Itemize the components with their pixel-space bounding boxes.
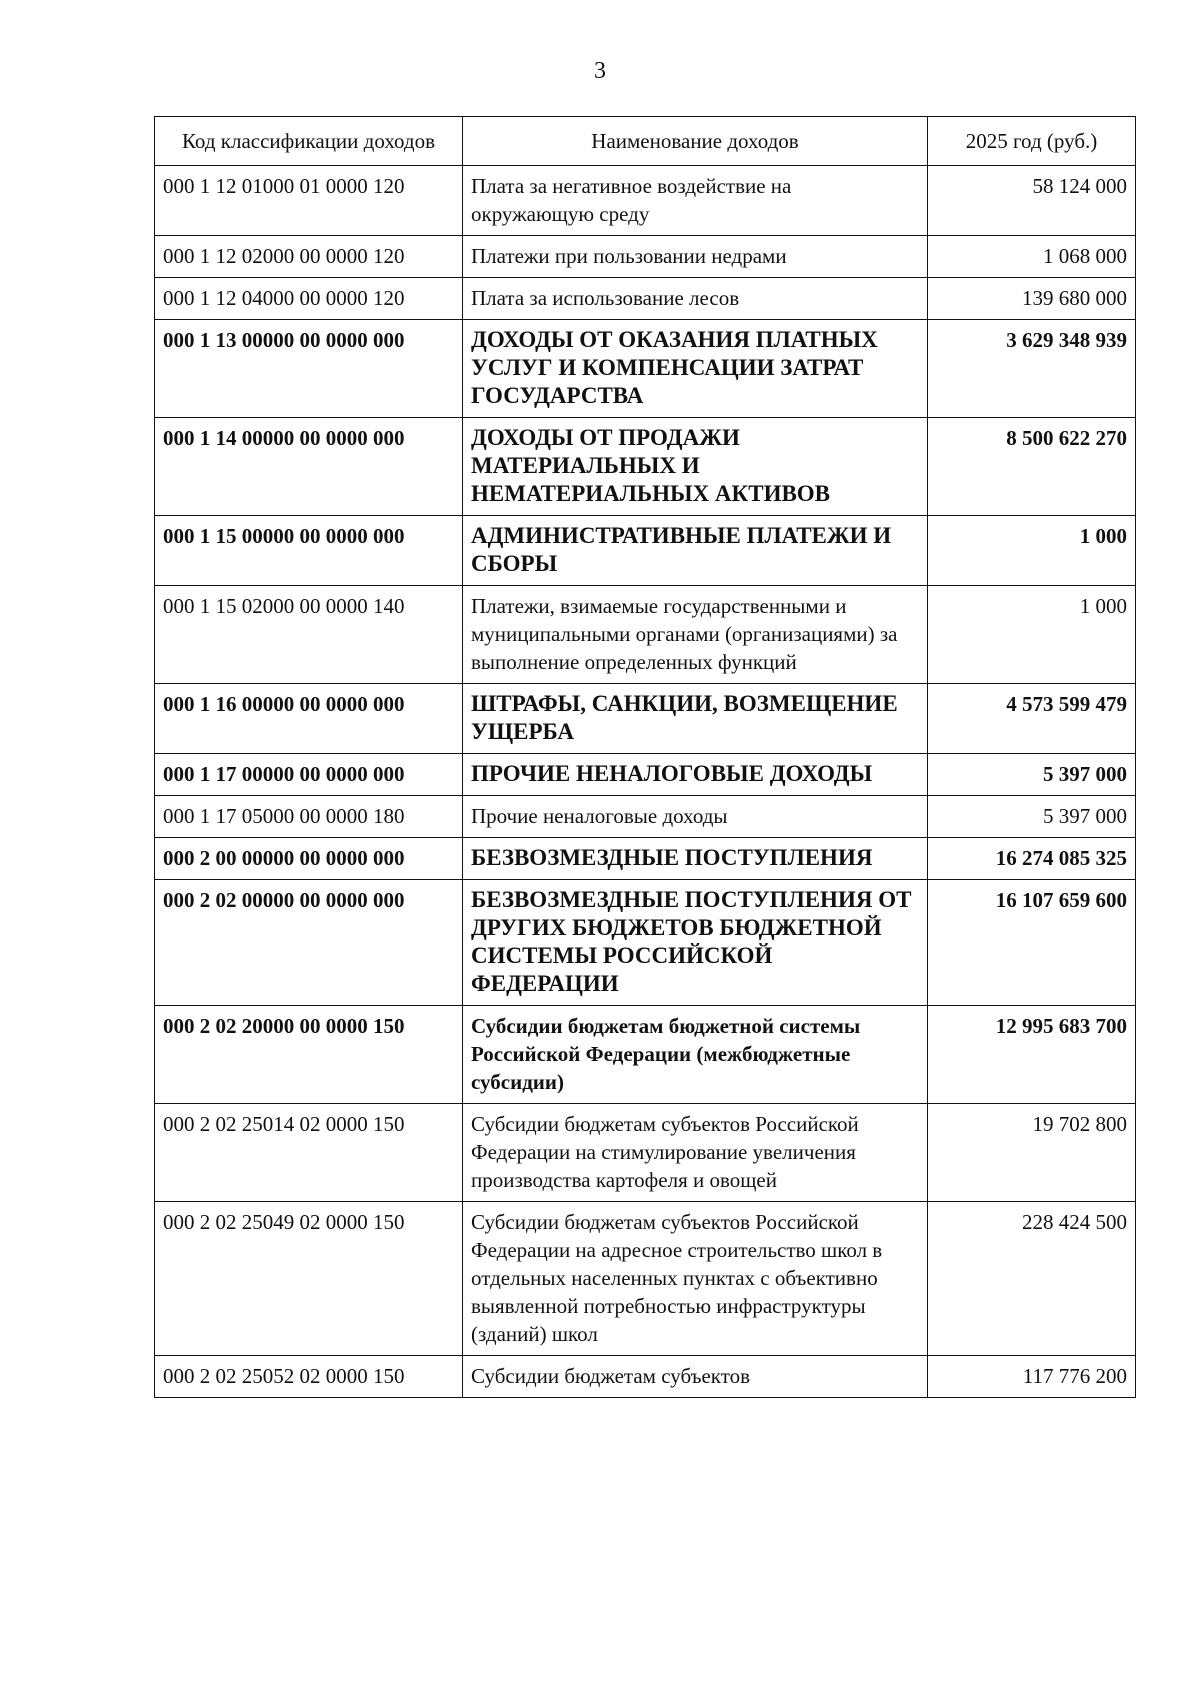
amount-cell: 5 397 000 (928, 754, 1136, 796)
amount-cell: 16 274 085 325 (928, 838, 1136, 880)
name-cell: Субсидии бюджетам субъектов (463, 1356, 928, 1398)
table-row (155, 236, 1136, 278)
name-cell: Субсидии бюджетам субъектов Российской Федерации на стимулирование увеличения производства картофеля и овощей (463, 1104, 928, 1202)
code-cell: 000 1 16 00000 00 0000 000 (155, 684, 463, 754)
table-row (155, 278, 1136, 320)
table-row (155, 754, 1136, 796)
code-cell: 000 2 02 25049 02 0000 150 (155, 1202, 463, 1356)
table-row (155, 1006, 1136, 1104)
code-cell: 000 1 14 00000 00 0000 000 (155, 418, 463, 516)
name-cell: Плата за негативное воздействие на окружающую среду (463, 166, 928, 236)
name-cell: Платежи при пользовании недрами (463, 236, 928, 278)
table-row (155, 320, 1136, 418)
header-name: Наименование доходов (463, 117, 928, 166)
name-cell: Субсидии бюджетам бюджетной системы Российской Федерации (межбюджетные субсидии) (463, 1006, 928, 1104)
table-row (155, 1202, 1136, 1356)
amount-cell: 117 776 200 (928, 1356, 1136, 1398)
amount-cell: 12 995 683 700 (928, 1006, 1136, 1104)
code-cell: 000 2 02 25052 02 0000 150 (155, 1356, 463, 1398)
amount-cell: 1 000 (928, 586, 1136, 684)
code-cell: 000 2 02 25014 02 0000 150 (155, 1104, 463, 1202)
header-code: Код классификации доходов (155, 117, 463, 166)
name-cell: ДОХОДЫ ОТ ПРОДАЖИ МАТЕРИАЛЬНЫХ И НЕМАТЕРИАЛЬНЫХ АКТИВОВ (463, 418, 928, 516)
table-body (155, 166, 1136, 1398)
amount-cell: 5 397 000 (928, 796, 1136, 838)
name-cell: БЕЗВОЗМЕЗДНЫЕ ПОСТУПЛЕНИЯ (463, 838, 928, 880)
revenue-table (154, 116, 1136, 1398)
code-cell: 000 1 15 00000 00 0000 000 (155, 516, 463, 586)
code-cell: 000 1 12 01000 01 0000 120 (155, 166, 463, 236)
name-cell: ШТРАФЫ, САНКЦИИ, ВОЗМЕЩЕНИЕ УЩЕРБА (463, 684, 928, 754)
page-number: 3 (594, 58, 606, 84)
code-cell: 000 1 17 05000 00 0000 180 (155, 796, 463, 838)
table-row (155, 418, 1136, 516)
name-cell: Субсидии бюджетам субъектов Российской Федерации на адресное строительство школ в отдельных населенных пунктах с объективно выявленной потребностью инфраструктуры (зданий) школ (463, 1202, 928, 1356)
amount-cell: 1 000 (928, 516, 1136, 586)
name-cell: АДМИНИСТРАТИВНЫЕ ПЛАТЕЖИ И СБОРЫ (463, 516, 928, 586)
table-header-row (155, 117, 1136, 166)
amount-cell: 19 702 800 (928, 1104, 1136, 1202)
amount-cell: 3 629 348 939 (928, 320, 1136, 418)
table-row (155, 516, 1136, 586)
name-cell: ДОХОДЫ ОТ ОКАЗАНИЯ ПЛАТНЫХ УСЛУГ И КОМПЕНСАЦИИ ЗАТРАТ ГОСУДАРСТВА (463, 320, 928, 418)
name-cell: ПРОЧИЕ НЕНАЛОГОВЫЕ ДОХОДЫ (463, 754, 928, 796)
table-row (155, 796, 1136, 838)
amount-cell: 58 124 000 (928, 166, 1136, 236)
amount-cell: 4 573 599 479 (928, 684, 1136, 754)
header-amount: 2025 год (руб.) (928, 117, 1136, 166)
table-row (155, 586, 1136, 684)
table-row (155, 1104, 1136, 1202)
amount-cell: 1 068 000 (928, 236, 1136, 278)
table-row (155, 880, 1136, 1006)
code-cell: 000 2 02 00000 00 0000 000 (155, 880, 463, 1006)
code-cell: 000 1 17 00000 00 0000 000 (155, 754, 463, 796)
amount-cell: 8 500 622 270 (928, 418, 1136, 516)
table-row (155, 684, 1136, 754)
code-cell: 000 2 02 20000 00 0000 150 (155, 1006, 463, 1104)
amount-cell: 139 680 000 (928, 278, 1136, 320)
code-cell: 000 1 12 02000 00 0000 120 (155, 236, 463, 278)
amount-cell: 228 424 500 (928, 1202, 1136, 1356)
table-row (155, 1356, 1136, 1398)
table-row (155, 166, 1136, 236)
code-cell: 000 2 00 00000 00 0000 000 (155, 838, 463, 880)
amount-cell: 16 107 659 600 (928, 880, 1136, 1006)
name-cell: БЕЗВОЗМЕЗДНЫЕ ПОСТУПЛЕНИЯ ОТ ДРУГИХ БЮДЖЕТОВ БЮДЖЕТНОЙ СИСТЕМЫ РОССИЙСКОЙ ФЕДЕРАЦИИ (463, 880, 928, 1006)
table-row (155, 838, 1136, 880)
code-cell: 000 1 12 04000 00 0000 120 (155, 278, 463, 320)
name-cell: Плата за использование лесов (463, 278, 928, 320)
name-cell: Прочие неналоговые доходы (463, 796, 928, 838)
code-cell: 000 1 13 00000 00 0000 000 (155, 320, 463, 418)
code-cell: 000 1 15 02000 00 0000 140 (155, 586, 463, 684)
name-cell: Платежи, взимаемые государственными и муниципальными органами (организациями) за выполнение определенных функций (463, 586, 928, 684)
